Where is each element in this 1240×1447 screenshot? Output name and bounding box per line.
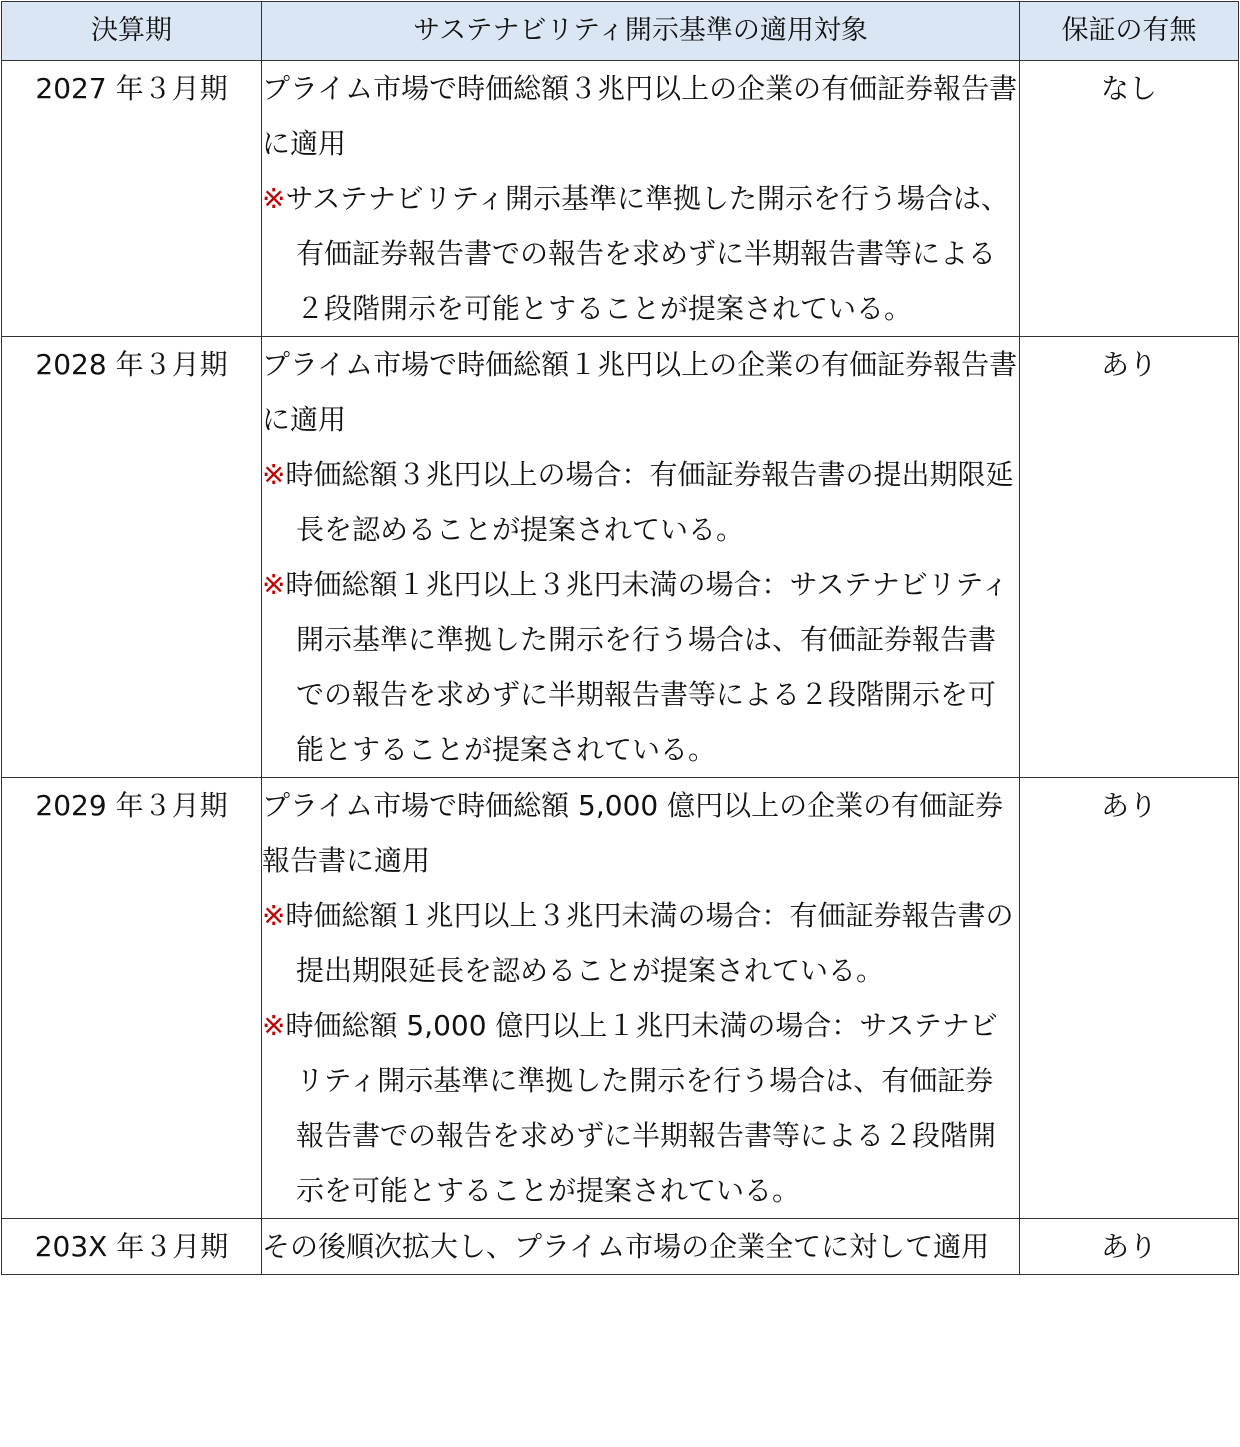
assurance-cell: あり	[1020, 1219, 1239, 1275]
note-mark: ※	[262, 458, 286, 491]
note-mark: ※	[262, 182, 286, 215]
target-description: プライム市場で時価総額１兆円以上の企業の有価証券報告書に適用	[262, 348, 1018, 436]
assurance-cell: なし	[1020, 61, 1239, 337]
target-note	[262, 998, 1019, 1218]
applicable-target-cell	[262, 1219, 1020, 1275]
applicable-target-cell	[262, 337, 1020, 778]
fiscal-period-cell: 2027 年３月期	[2, 61, 262, 337]
target-note	[262, 888, 1019, 998]
fiscal-period-cell: 2028 年３月期	[2, 337, 262, 778]
header-period: 決算期	[2, 2, 262, 61]
header-target: サステナビリティ開示基準の適用対象	[262, 2, 1020, 61]
note-mark: ※	[262, 899, 286, 932]
table-body	[2, 61, 1239, 1275]
note-text: サステナビリティ開示基準に準拠した開示を行う場合は、有価証券報告書での報告を求めずに半期報告書等による２段階開示を可能とすることが提案されている。	[285, 182, 1009, 325]
table-row	[2, 778, 1239, 1219]
table-header-row	[2, 2, 1239, 61]
table-row	[2, 1219, 1239, 1275]
fiscal-period-cell: 2029 年３月期	[2, 778, 262, 1219]
assurance-cell: あり	[1020, 778, 1239, 1219]
applicable-target-cell	[262, 778, 1020, 1219]
note-text: 時価総額３兆円以上の場合：有価証券報告書の提出期限延長を認めることが提案されている。	[285, 458, 1014, 546]
note-mark: ※	[262, 1009, 286, 1042]
target-description: プライム市場で時価総額 5,000 億円以上の企業の有価証券報告書に適用	[262, 789, 1004, 877]
note-text: 時価総額 5,000 億円以上１兆円未満の場合：サステナビリティ開示基準に準拠した開示を行う場合は、有価証券報告書での報告を求めずに半期報告書等による２段階開示を可能とすることが提案されている。	[285, 1009, 998, 1207]
header-assurance: 保証の有無	[1020, 2, 1239, 61]
table-row	[2, 337, 1239, 778]
applicable-target-cell	[262, 61, 1020, 337]
target-note	[262, 171, 1019, 336]
target-description: プライム市場で時価総額３兆円以上の企業の有価証券報告書に適用	[262, 72, 1018, 160]
fiscal-period-cell: 203X 年３月期	[2, 1219, 262, 1275]
target-description: その後順次拡大し、プライム市場の企業全てに対して適用	[262, 1230, 990, 1263]
note-mark: ※	[262, 568, 286, 601]
target-note	[262, 557, 1019, 777]
table-row	[2, 61, 1239, 337]
target-note	[262, 447, 1019, 557]
note-text: 時価総額１兆円以上３兆円未満の場合：サステナビリティ開示基準に準拠した開示を行う場合は、有価証券報告書での報告を求めずに半期報告書等による２段階開示を可能とすることが提案されている。	[285, 568, 1009, 766]
note-text: 時価総額１兆円以上３兆円未満の場合：有価証券報告書の提出期限延長を認めることが提案されている。	[285, 899, 1014, 987]
disclosure-schedule-table	[1, 1, 1239, 1275]
assurance-cell: あり	[1020, 337, 1239, 778]
